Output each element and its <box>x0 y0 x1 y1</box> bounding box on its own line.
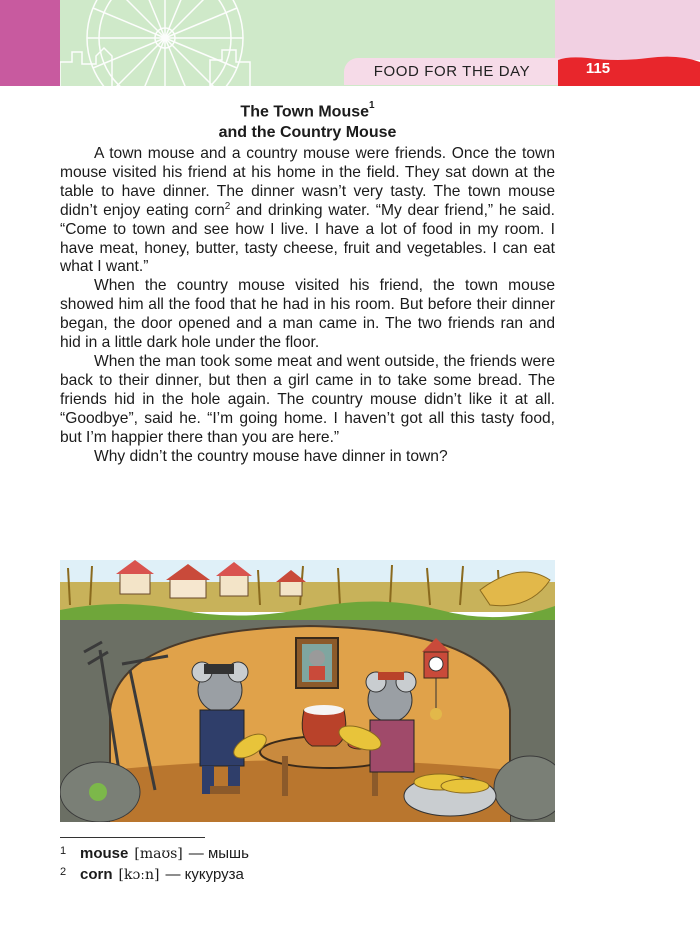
sack-patch <box>89 783 107 801</box>
footnote-translation: кукуруза <box>184 866 244 883</box>
footnote-1 <box>60 844 249 865</box>
question: Why didn’t the country mouse have dinner in town? <box>94 447 448 465</box>
footnote-dash: — <box>165 866 181 883</box>
story-title-line2: and the Country Mouse <box>218 124 397 142</box>
footnote-divider <box>60 837 205 838</box>
section-title: FOOD FOR THE DAY <box>373 63 531 80</box>
footnote-word: mouse <box>80 845 129 862</box>
page-number: 115 <box>585 60 611 77</box>
footnote-ref-1: 1 <box>369 100 375 111</box>
header-pink-band <box>555 0 700 60</box>
footnote-translation: мышь <box>207 845 249 862</box>
story-text <box>60 145 555 466</box>
paragraph-1-part-b: and drinking water. “My dear friend,” he said. “Come to town and see how I live. I have a lot of food in my room. I have meat, honey, butter, tasty cheese, fruit and vegetables. I can eat what I want.” <box>60 201 555 276</box>
paragraph-1-part-a: A town mouse and a country mouse were friends. Once the town mouse visited his friend at his home in the field. They sat down at the table to have dinner. The dinner wasn’t very tasty. The town mouse didn’t enjoy eating corn <box>60 145 555 219</box>
footnote-transcription: [kɔːn] <box>118 867 160 883</box>
footnote-ref-2: 2 <box>224 200 231 212</box>
chapter-color-tab <box>0 0 60 86</box>
story-title-line1: The Town Mouse <box>240 103 370 121</box>
cat-portrait <box>296 638 338 688</box>
footnote-dash: — <box>188 845 204 862</box>
footnote-number: 2 <box>60 866 67 878</box>
footnote-number: 1 <box>60 845 67 857</box>
footnotes <box>60 844 249 886</box>
footnote-2 <box>60 865 249 886</box>
paragraph-2: When the country mouse visited his friend, the town mouse showed him all the food that he had in his room. But before their dinner began, the door opened and a man came in. The two friends ran and hid in a little dark hole under the floor. <box>60 277 555 352</box>
footnote-word: corn <box>80 866 113 883</box>
stool <box>210 786 240 794</box>
story-title <box>60 97 555 143</box>
mice-dinner-illustration <box>60 560 555 822</box>
footnote-transcription: [maʊs] <box>134 846 183 862</box>
paragraph-3: When the man took some meat and went outside, the friends were back to their dinner, but then a girl came in to take some bread. The friends hid in the hole again. The country mouse didn’t like it at all. “Goodbye”, said he. “I’m going home. I haven’t got all this tasty food, but I’m happier there than you are here.” <box>60 352 555 446</box>
paragraph-1 <box>60 145 555 277</box>
section-title-strip <box>344 58 560 85</box>
